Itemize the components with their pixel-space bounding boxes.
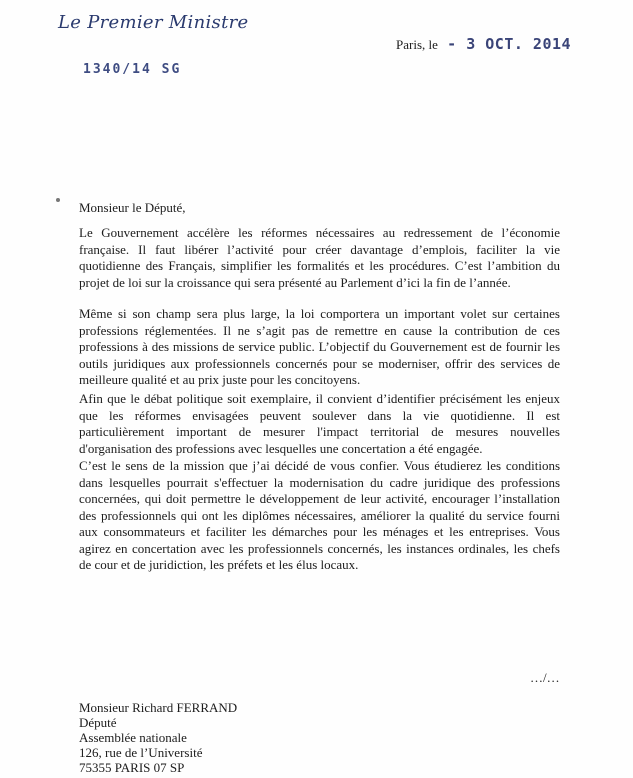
- recipient-institution: Assemblée nationale: [79, 730, 187, 745]
- recipient-city: 75355 PARIS 07 SP: [79, 760, 185, 775]
- continuation-mark: …/…: [530, 670, 560, 685]
- place-label: Paris, le: [396, 37, 438, 52]
- paragraph-3: Afin que le débat politique soit exemplaire, il convient d’identifier précisément les enjeux que les réformes envisagées peuvent soulever dans la vie quotidienne. Il est particulièrement important de mesurer l'impact territorial de mesures nouvelles d'organisation des professions avec lesquelles une concertation a été engagée.: [79, 391, 560, 456]
- recipient-name: Monsieur Richard FERRAND: [79, 700, 238, 715]
- letterhead-logo: Le Premier Ministre: [58, 12, 249, 33]
- paragraph-2: Même si son champ sera plus large, la loi comportera un important volet sur certaines professions réglementées. Il ne s’agit pas de remettre en cause la contribution de ces professions à des missions de service public. L’objectif du Gouvernement est de fournir les outils juridiques aux professionnels concernés pour se moderniser, offrir des services de meilleure qualité et au prix juste pour les concitoyens.: [79, 306, 560, 387]
- recipient-address: [79, 700, 237, 775]
- paragraph-1: Le Gouvernement accélère les réformes nécessaires au redressement de l’économie française. Il faut libérer l’activité pour créer davantage d’emplois, faciliter la vie quotidienne des Français, simplifier les formalités et les procédures. C’est l’ambition du projet de loi sur la croissance qui sera présenté au Parlement d’ici la fin de l’année.: [79, 225, 560, 290]
- paragraph-4: C’est le sens de la mission que j’ai décidé de vous confier. Vous étudierez les conditions dans lesquelles pourrait s'effectuer la modernisation du cadre juridique des professions concernées, qui doit permettre le développement de leur activité, encourager l’installation des professionnels qui ont les diplômes nécessaires, améliorer la qualité du service fourni aux consommateurs et faciliter les démarches pour les ménages et les entreprises. Vous agirez en concertation avec les professionnels concernés, les instances ordinales, les chefs de cour et de juridiction, les préfets et les élus locaux.: [79, 458, 560, 572]
- date-stamp: - 3 OCT. 2014: [447, 35, 572, 53]
- salutation: Monsieur le Député,: [79, 200, 186, 215]
- recipient-title: Député: [79, 715, 117, 730]
- reference-number: 1340/14 SG: [83, 62, 182, 77]
- punch-mark: [56, 198, 60, 202]
- recipient-street: 126, rue de l’Université: [79, 745, 203, 760]
- dateline: [396, 35, 571, 53]
